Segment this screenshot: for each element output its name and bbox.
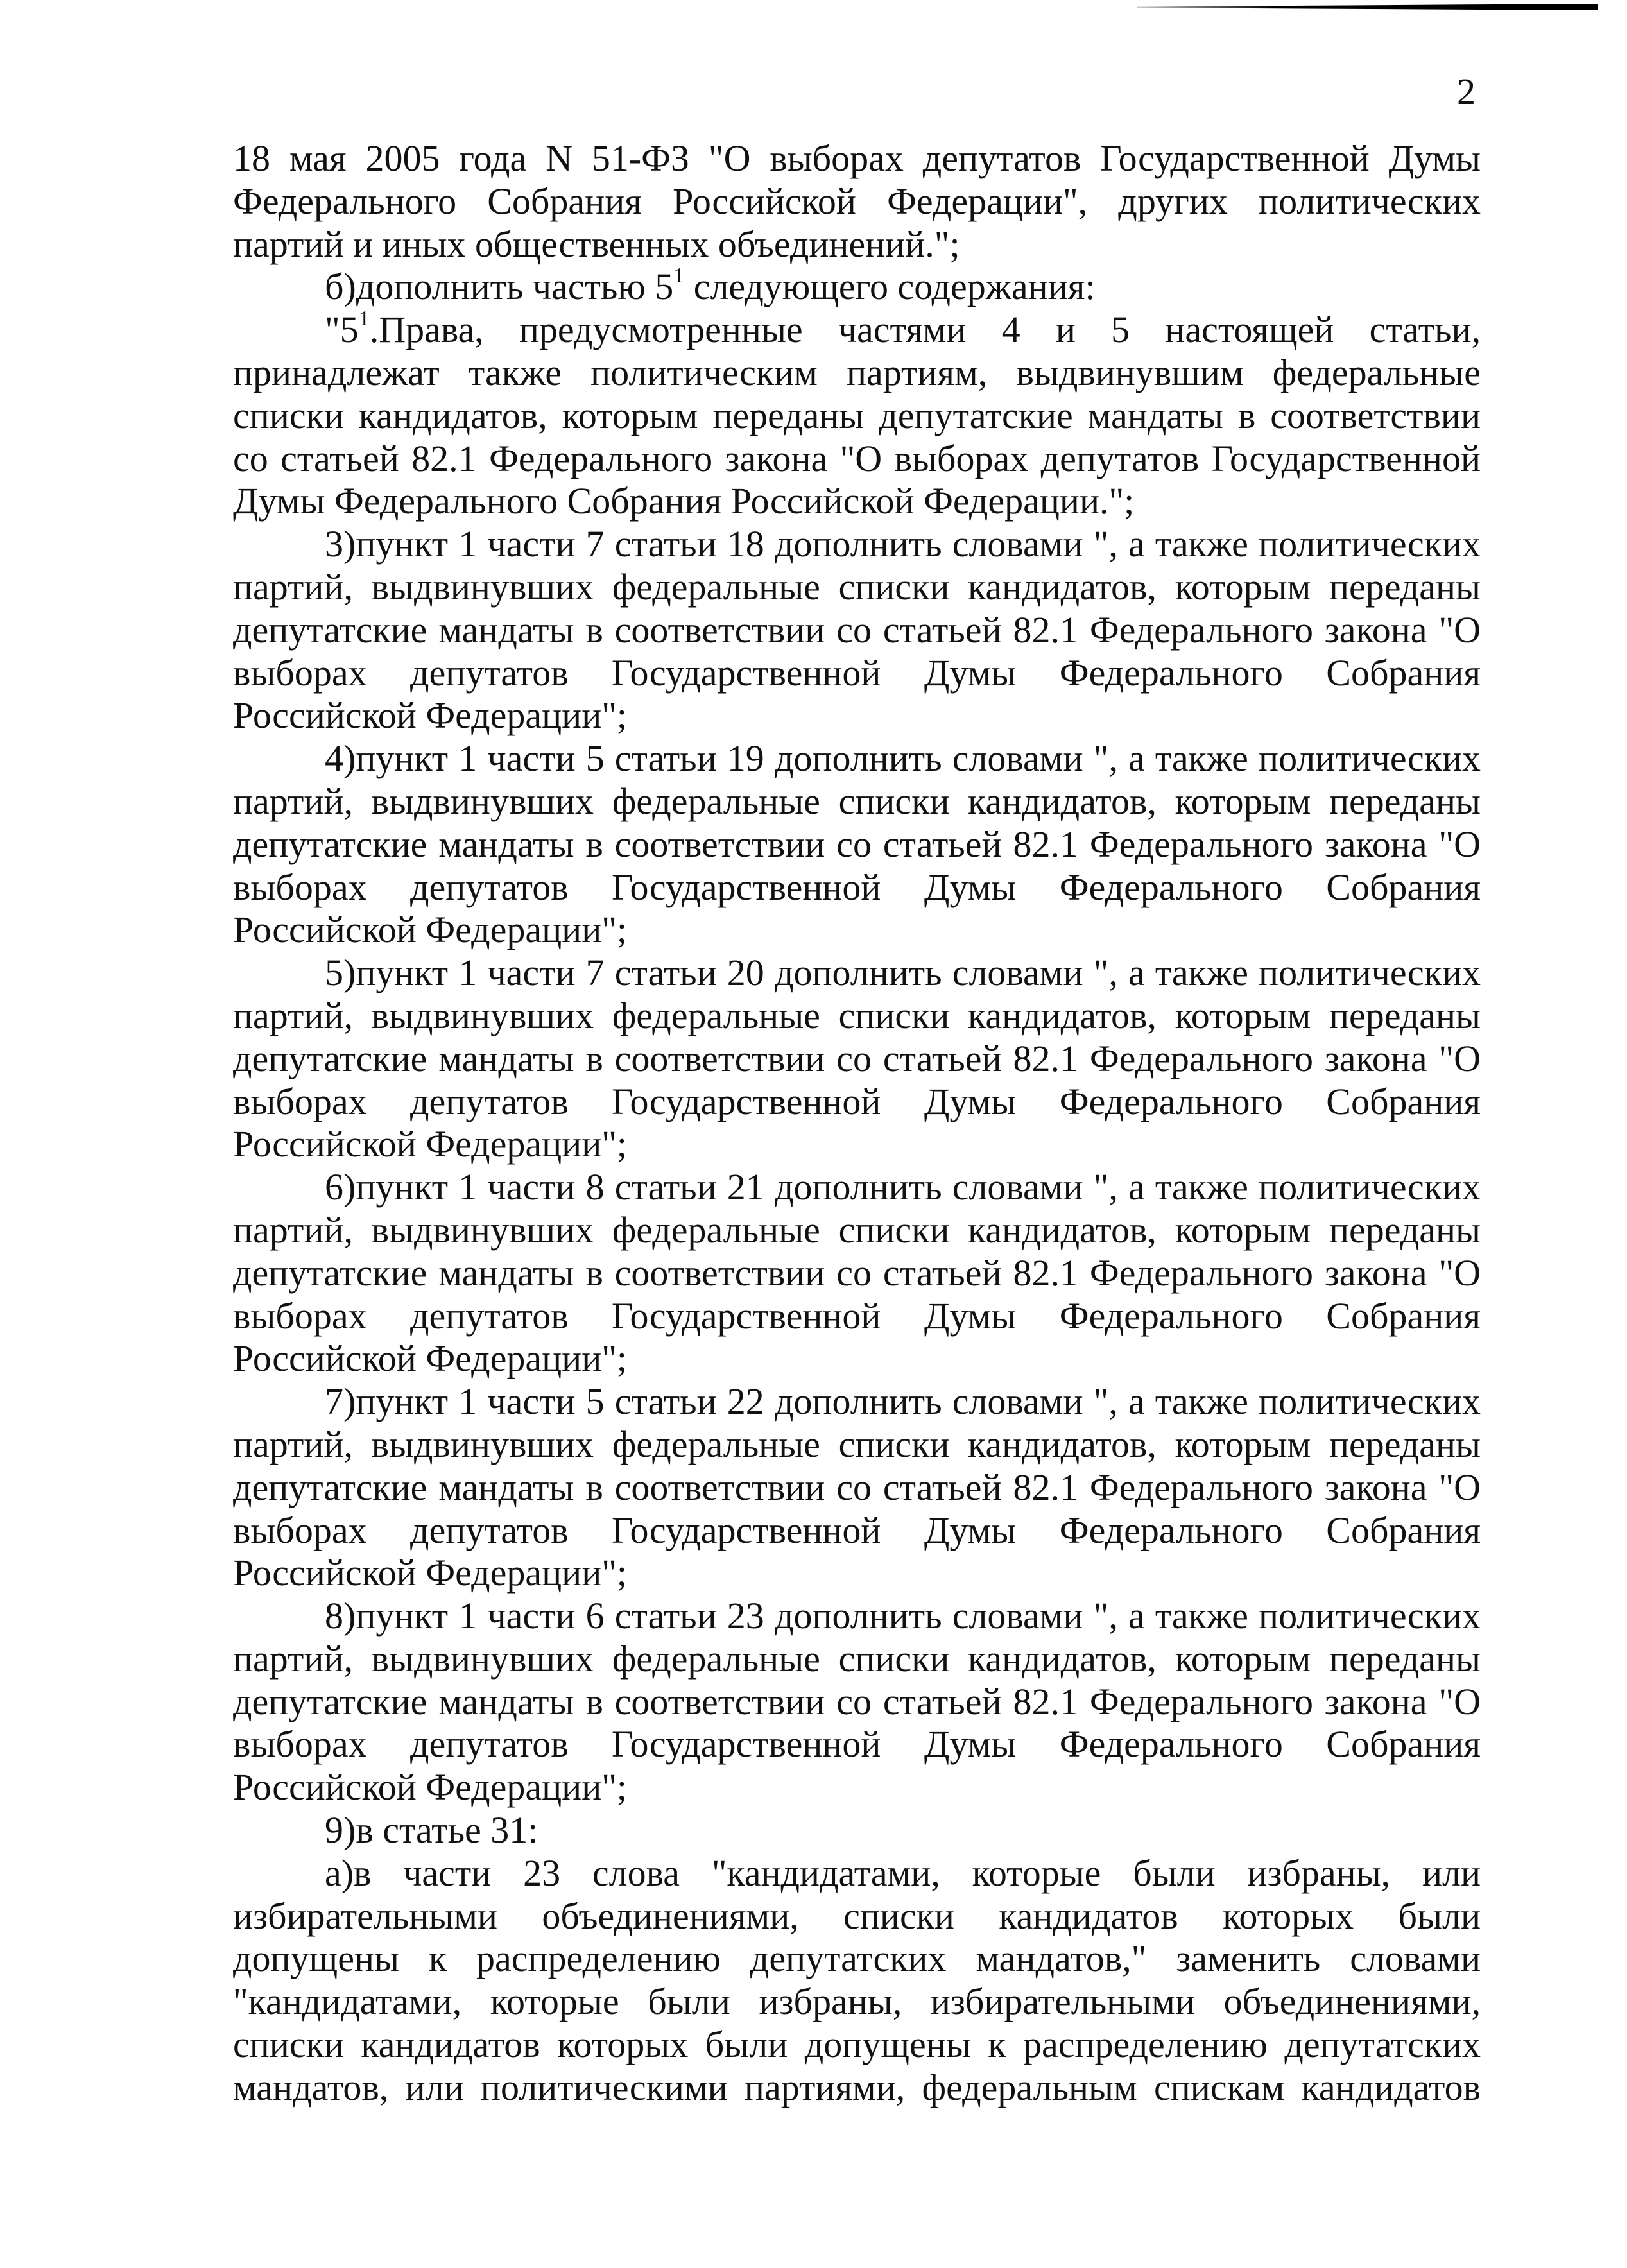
- line-text: Федерального Собрания Российской Федерации", других политических: [233, 180, 1481, 222]
- line-text: Российской Федерации";: [233, 1123, 628, 1165]
- text-line: [233, 1895, 1481, 1938]
- text-line: [233, 1638, 1481, 1681]
- line-text: "кандидатами, которые были избраны, избирательными объединениями,: [233, 1980, 1481, 2023]
- text-line: [233, 1252, 1481, 1295]
- line-text: Российской Федерации";: [233, 1766, 628, 1808]
- line-text: депутатские мандаты в соответствии со статьей 82.1 Федерального закона "О: [233, 1037, 1481, 1079]
- text-line: [233, 1423, 1481, 1466]
- line-text: Российской Федерации";: [233, 1337, 628, 1380]
- line-text: со статьей 82.1 Федерального закона "О выборах депутатов Государственной: [233, 437, 1481, 479]
- superscript: 1: [673, 264, 685, 288]
- scan-edge-mark: [1136, 4, 1598, 10]
- line-text: выборах депутатов Государственной Думы Федерального Собрания: [233, 1294, 1481, 1337]
- line-text: депутатские мандаты в соответствии со статьей 82.1 Федерального закона "О: [233, 823, 1481, 865]
- line-text: принадлежат также политическим партиям, выдвинувшим федеральные: [233, 351, 1481, 393]
- line-text: выборах депутатов Государственной Думы Федерального Собрания: [233, 1723, 1481, 1765]
- line-text: выборах депутатов Государственной Думы Федерального Собрания: [233, 1509, 1481, 1551]
- text-line: [233, 1809, 1481, 1852]
- text-line: [233, 1123, 1481, 1166]
- text-line: [233, 352, 1481, 395]
- line-text: выборах депутатов Государственной Думы Федерального Собрания: [233, 1080, 1481, 1122]
- text-line: [233, 909, 1481, 952]
- text-line: [233, 1595, 1481, 1638]
- text-line: [233, 1166, 1481, 1209]
- line-text: 8)пункт 1 части 6 статьи 23 дополнить словами ", а также политических: [325, 1595, 1481, 1637]
- line-text: Российской Федерации";: [233, 694, 628, 737]
- page-number: 2: [1457, 71, 1476, 112]
- text-line: [233, 180, 1481, 223]
- text-line: [233, 1337, 1481, 1380]
- line-text: партий, выдвинувших федеральные списки кандидатов, которым переданы: [233, 994, 1481, 1036]
- line-text-continued: следующего содержания:: [684, 266, 1096, 308]
- text-line: [233, 1552, 1481, 1595]
- text-line: [233, 1509, 1481, 1552]
- line-text: партий, выдвинувших федеральные списки кандидатов, которым переданы: [233, 1637, 1481, 1680]
- line-text: 4)пункт 1 части 5 статьи 19 дополнить словами ", а также политических: [325, 737, 1481, 780]
- text-line: [233, 1980, 1481, 2023]
- line-text: выборах депутатов Государственной Думы Федерального Собрания: [233, 866, 1481, 908]
- line-text: депутатские мандаты в соответствии со статьей 82.1 Федерального закона "О: [233, 1251, 1481, 1294]
- text-line: [233, 866, 1481, 909]
- line-text: партий, выдвинувших федеральные списки кандидатов, которым переданы: [233, 1423, 1481, 1465]
- text-line: [233, 694, 1481, 737]
- line-text: партий, выдвинувших федеральные списки кандидатов, которым переданы: [233, 1208, 1481, 1251]
- line-text: Российской Федерации";: [233, 909, 628, 951]
- line-text: списки кандидатов которых были допущены к распределению депутатских: [233, 2023, 1481, 2066]
- text-line: [233, 1937, 1481, 1980]
- text-line: [233, 266, 1481, 309]
- text-line: [233, 1681, 1481, 1724]
- superscript: 1: [358, 309, 370, 331]
- text-line: [233, 1380, 1481, 1423]
- text-line: [233, 995, 1481, 1038]
- text-line: [233, 823, 1481, 866]
- line-text: допущены к распределению депутатских мандатов," заменить словами: [233, 1937, 1481, 1980]
- text-line: [233, 2066, 1481, 2109]
- text-line: [233, 309, 1481, 352]
- line-text: б)дополнить частью 5: [325, 266, 674, 308]
- line-text: Думы Федерального Собрания Российской Федерации.";: [233, 480, 1135, 522]
- line-text: депутатские мандаты в соответствии со статьей 82.1 Федерального закона "О: [233, 608, 1481, 651]
- text-line: [233, 223, 1481, 266]
- text-line: [233, 1081, 1481, 1124]
- text-line: [233, 137, 1481, 180]
- text-line: [233, 737, 1481, 780]
- text-line: [233, 438, 1481, 481]
- line-text: партий и иных общественных объединений.";: [233, 223, 960, 265]
- line-text: списки кандидатов, которым переданы депутатские мандаты в соответствии: [233, 394, 1481, 436]
- text-line: [233, 1038, 1481, 1081]
- text-line: [233, 952, 1481, 995]
- text-line: [233, 566, 1481, 609]
- line-text: а)в части 23 слова "кандидатами, которые были избраны, или: [325, 1851, 1481, 1894]
- line-text: выборах депутатов Государственной Думы Федерального Собрания: [233, 651, 1481, 694]
- text-line: [233, 1852, 1481, 1895]
- line-text: 5)пункт 1 части 7 статьи 20 дополнить словами ", а также политических: [325, 952, 1481, 994]
- line-text: 3)пункт 1 части 7 статьи 18 дополнить словами ", а также политических: [325, 523, 1481, 565]
- text-line: [233, 652, 1481, 695]
- text-line: [233, 1723, 1481, 1766]
- line-text: 7)пункт 1 части 5 статьи 22 дополнить словами ", а также политических: [325, 1380, 1481, 1423]
- line-text: депутатские мандаты в соответствии со статьей 82.1 Федерального закона "О: [233, 1680, 1481, 1722]
- line-text: 9)в статье 31:: [325, 1809, 538, 1851]
- text-line: [233, 395, 1481, 438]
- line-text: "5: [325, 309, 359, 351]
- line-text: депутатские мандаты в соответствии со статьей 82.1 Федерального закона "О: [233, 1466, 1481, 1508]
- text-line: [233, 2023, 1481, 2066]
- text-line: [233, 780, 1481, 823]
- line-text-continued: .Права, предусмотренные частями 4 и 5 настоящей статьи,: [369, 309, 1481, 351]
- line-text: 18 мая 2005 года N 51-ФЗ "О выборах депутатов Государственной Думы: [233, 137, 1481, 179]
- document-body: [233, 137, 1481, 2109]
- line-text: партий, выдвинувших федеральные списки кандидатов, которым переданы: [233, 565, 1481, 608]
- text-line: [233, 1766, 1481, 1809]
- text-line: [233, 1466, 1481, 1509]
- line-text: мандатов, или политическими партиями, федеральным спискам кандидатов: [233, 2066, 1481, 2108]
- text-line: [233, 1295, 1481, 1338]
- text-line: [233, 523, 1481, 566]
- line-text: 6)пункт 1 части 8 статьи 21 дополнить словами ", а также политических: [325, 1166, 1481, 1208]
- text-line: [233, 480, 1481, 523]
- text-line: [233, 609, 1481, 652]
- text-line: [233, 1209, 1481, 1252]
- line-text: избирательными объединениями, списки кандидатов которых были: [233, 1894, 1481, 1937]
- line-text: партий, выдвинувших федеральные списки кандидатов, которым переданы: [233, 780, 1481, 822]
- line-text: Российской Федерации";: [233, 1552, 628, 1594]
